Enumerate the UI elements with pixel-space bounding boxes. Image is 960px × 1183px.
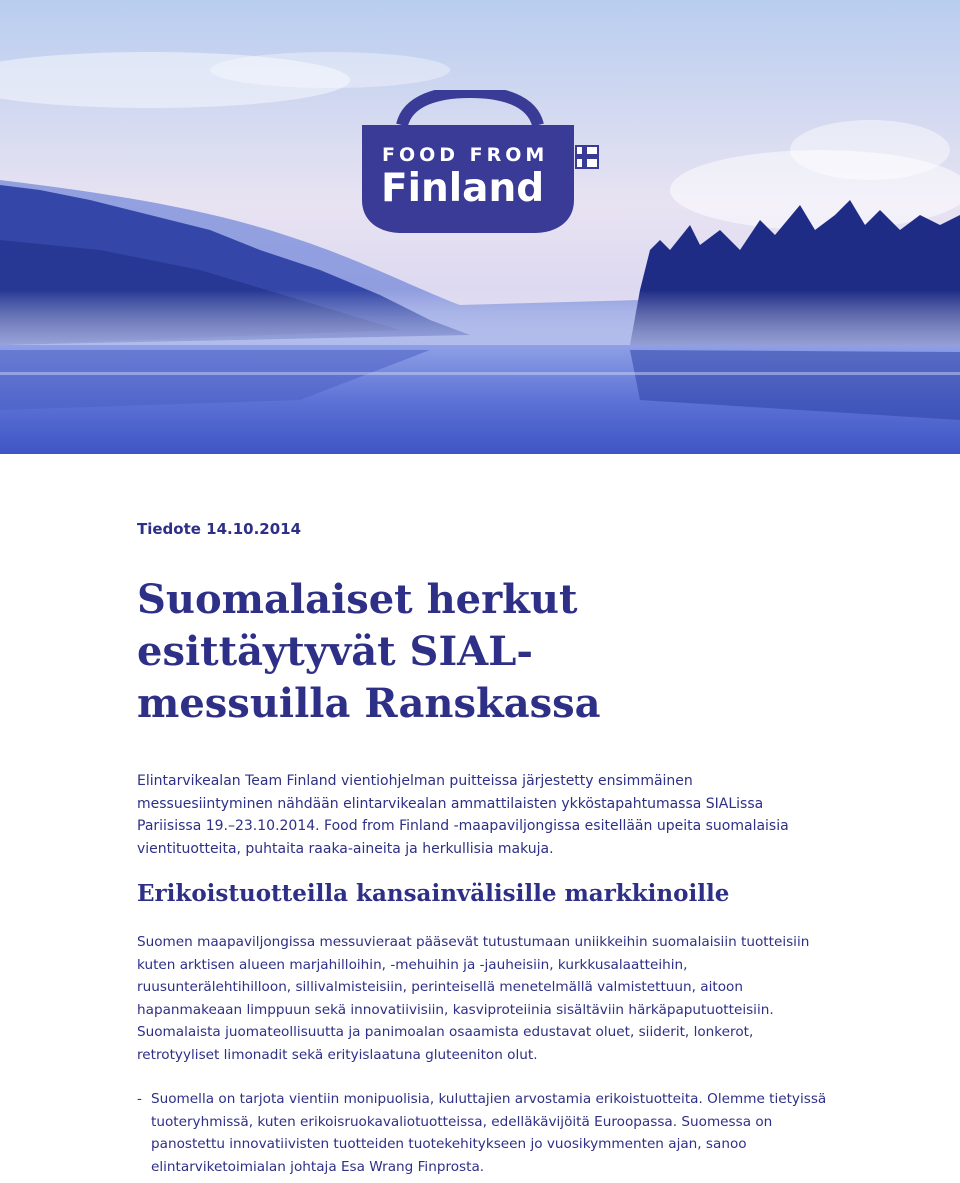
section-heading: Erikoistuotteilla kansainvälisille markkinoille xyxy=(137,880,730,907)
body-paragraph: Suomen maapaviljongissa messuvieraat pääsevät tutustumaan uniikkeihin suomalaisiin tuotteisiin kuten arktisen alueen marjahilloihin, -mehuihin ja -jauheisiin, kurkkusalaatteihin, ruusunterälehtihilloon, sillivalmisteisiin, perinteisellä menetelmällä valmistettuun, aitoon hapanmakeaan limppuun sekä innovatiivisiin, kasviproteiinia sisältäviin härkäpaputuotteisiin. Suomalaista juomateollisuutta ja panimoalan osaamista edustavat oluet, siiderit, lonkerot, retrotyyliset limonadit sekä erityislaatuna gluteeniton olut. xyxy=(137,934,810,1063)
release-date: Tiedote 14.10.2014 xyxy=(137,520,302,538)
press-release-content xyxy=(137,520,827,1178)
logo-text-finland: Finland xyxy=(381,166,545,211)
bullet-text: Suomella on tarjota vientiin monipuolisia, kuluttajien arvostamia erikoistuotteita. Olemme tietyissä tuoteryhmissä, kuten erikoisruokavaliotuotteissa, edelläkävijöitä Euroopassa. Suomessa on panostettu innovatiivisten tuotteiden tuotekehitykseen jo vuosikymmenten ajan, sanoo elintarviketoimialan johtaja Esa Wrang Finprosta. xyxy=(151,1091,827,1175)
page-title: Suomalaiset herkut esittäytyvät SIAL-messuilla Ranskassa xyxy=(137,576,601,727)
bullet-dash: - xyxy=(137,1091,142,1107)
bullet-item xyxy=(137,1088,827,1178)
lead-paragraph: Elintarvikealan Team Finland vientiohjelman puitteissa järjestetty ensimmäinen messuesiintyminen nähdään elintarvikealan ammattilaisten ykköstapahtumassa SIALissa Pariisissa 19.–23.10.2014. Food from Finland -maapaviljongissa esitellään upeita suomalaisia vientituotteita, puhtaita raaka-aineita ja herkullisia makuja. xyxy=(137,773,789,857)
finnish-flag-icon xyxy=(576,146,598,168)
hero-image xyxy=(0,0,960,454)
logo-text-food-from: FOOD FROM xyxy=(382,144,549,166)
food-from-finland-logo xyxy=(360,90,600,236)
